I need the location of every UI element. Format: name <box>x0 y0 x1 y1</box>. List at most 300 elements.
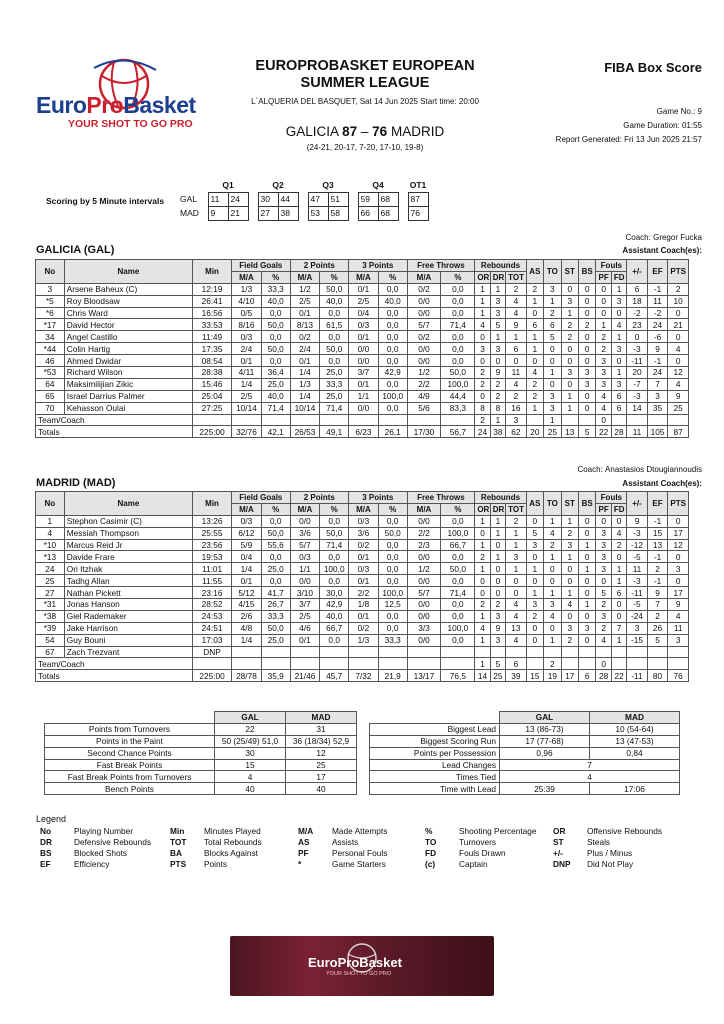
col-field-goals: Field Goals <box>232 260 291 272</box>
stat-cell: 1 <box>526 563 543 575</box>
stat-cell: 0 <box>611 307 626 319</box>
comparison-header <box>370 712 680 724</box>
stat-cell: 0 <box>544 622 561 634</box>
total-cell: 76,5 <box>441 670 475 682</box>
player-number: *38 <box>36 610 65 622</box>
stat-cell: 0 <box>668 515 689 527</box>
comparison-row <box>45 783 357 795</box>
gal-value: 22 <box>215 723 286 735</box>
stat-cell: 0,0 <box>378 563 407 575</box>
player-row <box>36 599 689 611</box>
mad-header: MAD <box>286 712 357 724</box>
stat-cell <box>349 646 379 658</box>
stat-cell: 0 <box>668 355 689 367</box>
stat-cell: 0/5 <box>232 307 262 319</box>
stat-cell <box>441 646 475 658</box>
totals-row <box>36 426 689 438</box>
total-cell: 22 <box>611 670 626 682</box>
legend-desc: Game Starters <box>332 859 386 869</box>
stat-cell: 1 <box>526 331 543 343</box>
stat-cell: 0,0 <box>441 610 475 622</box>
ot1-header: OT1 <box>409 180 427 191</box>
document-type: FIBA Box Score <box>604 60 702 75</box>
stat-cell: 33:53 <box>193 319 232 331</box>
stat-cell: 0/0 <box>407 575 441 587</box>
stat-cell <box>378 646 407 658</box>
sub-header: % <box>320 271 349 283</box>
player-row <box>36 307 689 319</box>
stat-cell: 5/6 <box>407 402 441 414</box>
comparison-row <box>370 759 680 771</box>
player-number: *17 <box>36 319 65 331</box>
total-cell: 20 <box>526 426 543 438</box>
stat-cell: 13:26 <box>193 515 232 527</box>
stat-cell: 0/2 <box>349 622 379 634</box>
total-cell: 6/23 <box>349 426 379 438</box>
legend-item <box>425 848 537 859</box>
stat-cell: 100,0 <box>320 563 349 575</box>
stat-cell: 0/2 <box>290 331 320 343</box>
player-number: *6 <box>36 307 65 319</box>
stat-cell: 0/1 <box>349 575 379 587</box>
stat-cell: 0/3 <box>349 319 379 331</box>
home-box-score-table <box>35 259 689 438</box>
legend-item <box>40 848 151 859</box>
stat-cell: 0,0 <box>320 551 349 563</box>
stat-cell: 1 <box>490 331 505 343</box>
stat-cell: 0 <box>561 283 578 295</box>
stat-cell: 3 <box>611 378 626 390</box>
page-title: EUROPROBASKET EUROPEAN SUMMER LEAGUE <box>255 58 475 91</box>
col-plus-minus: +/- <box>627 260 648 284</box>
stat-cell: 0 <box>526 634 543 646</box>
stat-cell: 3 <box>596 610 611 622</box>
col-ef: EF <box>647 492 668 516</box>
stat-cell: 3 <box>579 378 596 390</box>
stat-cell: 0 <box>506 575 527 587</box>
stat-cell: 83,3 <box>441 402 475 414</box>
col-fouls: Fouls <box>596 492 627 504</box>
stat-cell: 4/11 <box>232 367 262 379</box>
stat-cell: 9 <box>506 319 527 331</box>
stat-cell: 0 <box>596 658 611 670</box>
stat-cell: 12 <box>668 367 689 379</box>
stat-cell: -12 <box>627 539 648 551</box>
stat-cell: 0 <box>579 515 596 527</box>
stat-cell: 0/4 <box>349 307 379 319</box>
gal-value: 30 <box>215 747 286 759</box>
stat-cell: -1 <box>647 551 668 563</box>
sub-header: % <box>320 503 349 515</box>
stat-cell: -11 <box>627 587 648 599</box>
stat-cell: 41,7 <box>261 587 290 599</box>
stat-cell: 4 <box>506 599 527 611</box>
stat-cell: 26:41 <box>193 295 232 307</box>
player-name: Ori Itzhak <box>64 563 192 575</box>
stat-cell: 35 <box>647 402 668 414</box>
stat-cell: 1 <box>596 319 611 331</box>
stat-cell: -1 <box>647 283 668 295</box>
col-st: ST <box>561 492 578 516</box>
stat-cell: 71,4 <box>320 539 349 551</box>
stat-cell: 3 <box>526 599 543 611</box>
player-number: *5 <box>36 295 65 307</box>
player-row <box>36 343 689 355</box>
stat-cell: 0/2 <box>349 539 379 551</box>
legend-title: Legend <box>36 814 67 824</box>
stat-cell: 2 <box>475 367 490 379</box>
stat-cell: 44,4 <box>441 390 475 402</box>
total-cell: 26,1 <box>378 426 407 438</box>
footer-logo-text: EuroProBasket <box>308 955 402 970</box>
comparison-row <box>370 747 680 759</box>
stat-cell: 1/3 <box>290 378 320 390</box>
player-number: 54 <box>36 634 65 646</box>
stat-cell: 0 <box>544 575 561 587</box>
stat-cell: 0,0 <box>320 634 349 646</box>
stat-cell: 23:56 <box>193 539 232 551</box>
scoring-row-gal: GAL 11 24 30 44 47 51 59 68 87 <box>178 192 428 206</box>
total-cell: 28/78 <box>232 670 262 682</box>
stat-cell: 0 <box>668 331 689 343</box>
stat-cell: 1 <box>490 527 505 539</box>
stat-cell: 0 <box>561 343 578 355</box>
stat-cell: 5/7 <box>407 319 441 331</box>
stat-cell: 4/8 <box>232 622 262 634</box>
legend-abbr: BA <box>170 848 182 858</box>
player-number: *44 <box>36 343 65 355</box>
legend-abbr: (c) <box>425 859 436 869</box>
stat-cell: 1 <box>561 402 578 414</box>
game-number: Game No.: 9 <box>656 107 702 116</box>
stat-cell <box>378 414 407 426</box>
player-row <box>36 378 689 390</box>
sub-header: M/A <box>349 271 379 283</box>
stat-cell: 4 <box>668 378 689 390</box>
stat-cell: 0,0 <box>378 551 407 563</box>
stat-cell: 5/9 <box>232 539 262 551</box>
stat-cell: 71,4 <box>320 402 349 414</box>
stat-cell: 5/7 <box>290 539 320 551</box>
player-number: 64 <box>36 378 65 390</box>
stat-cell: 33,3 <box>261 610 290 622</box>
stat-cell <box>611 658 626 670</box>
player-number: 65 <box>36 390 65 402</box>
stat-cell: -1 <box>647 355 668 367</box>
stat-cell: 1 <box>544 587 561 599</box>
col-free-throws: Free Throws <box>407 492 475 504</box>
stat-label: Fast Break Points from Turnovers <box>45 771 215 783</box>
stat-cell: 6 <box>526 319 543 331</box>
stat-cell: -7 <box>627 378 648 390</box>
stat-cell: 40,0 <box>261 295 290 307</box>
scoring-row-mad: MAD 9 21 27 38 53 58 66 68 76 <box>178 206 428 220</box>
stat-cell: 50,0 <box>320 527 349 539</box>
team-coach-label: Team/Coach <box>36 658 193 670</box>
stat-cell: 9 <box>668 599 689 611</box>
stat-cell <box>349 414 379 426</box>
player-row <box>36 283 689 295</box>
stat-cell: 1 <box>490 551 505 563</box>
stat-cell: 4/15 <box>232 599 262 611</box>
q1-header: Q1 <box>222 180 234 191</box>
legend-item <box>553 826 662 837</box>
legend-item <box>298 859 387 870</box>
gal-value: 13 (86-73) <box>500 723 590 735</box>
stat-cell: -24 <box>627 610 648 622</box>
stat-cell: 3 <box>475 343 490 355</box>
stat-cell: 2 <box>561 331 578 343</box>
stat-cell: 0,0 <box>378 539 407 551</box>
stat-cell: 12 <box>668 539 689 551</box>
venue-line: L`ALQUERIA DEL BASQUET, Sat 14 Jun 2025 Start time: 20:00 <box>251 97 479 106</box>
stat-cell: 0,0 <box>261 355 290 367</box>
stat-cell: 0/3 <box>232 331 262 343</box>
total-cell: 21/46 <box>290 670 320 682</box>
stat-cell: 0 <box>611 610 626 622</box>
stat-cell: 0,0 <box>441 515 475 527</box>
stat-cell: 0 <box>579 390 596 402</box>
player-name: Messiah Thompson <box>64 527 192 539</box>
stat-cell: 0,0 <box>441 551 475 563</box>
stat-cell: 4 <box>544 610 561 622</box>
player-number: 27 <box>36 587 65 599</box>
stat-cell: 0 <box>579 283 596 295</box>
stat-cell: 0,0 <box>378 515 407 527</box>
player-row <box>36 551 689 563</box>
stat-cell: 6/12 <box>232 527 262 539</box>
stat-cell: 50,0 <box>378 527 407 539</box>
player-row <box>36 355 689 367</box>
stat-cell <box>668 646 689 658</box>
stat-cell: 33,3 <box>378 634 407 646</box>
stat-cell: 0 <box>490 563 505 575</box>
stat-cell: 6 <box>611 402 626 414</box>
stat-cell <box>627 646 648 658</box>
game-duration: Game Duration: 01:55 <box>623 121 702 130</box>
stat-cell: 0 <box>544 343 561 355</box>
stat-cell: 0,0 <box>261 551 290 563</box>
stat-cell: 6 <box>506 658 527 670</box>
stat-cell: 0/1 <box>232 355 262 367</box>
legend-desc: Offensive Rebounds <box>587 826 663 836</box>
stat-cell: 3/7 <box>290 599 320 611</box>
col-3-points: 3 Points <box>349 260 408 272</box>
mad-header: MAD <box>590 712 680 724</box>
stat-cell: 17:03 <box>193 634 232 646</box>
stat-cell: 0,0 <box>378 378 407 390</box>
stat-cell: 7 <box>647 599 668 611</box>
stat-cell <box>647 414 668 426</box>
stat-label: Lead Changes <box>370 759 500 771</box>
stat-cell: 1/2 <box>407 563 441 575</box>
stat-cell: 2 <box>561 319 578 331</box>
legend-abbr: PTS <box>170 859 187 869</box>
stat-cell: 4 <box>668 343 689 355</box>
stat-cell: 0/3 <box>349 515 379 527</box>
stat-cell: 1 <box>475 634 490 646</box>
stat-cell: 4 <box>475 622 490 634</box>
stat-cell <box>261 646 290 658</box>
stat-cell <box>611 646 626 658</box>
total-cell: 35,9 <box>261 670 290 682</box>
stat-cell: 0/0 <box>407 355 441 367</box>
stat-cell: 17 <box>668 527 689 539</box>
mad-value: 40 <box>286 783 357 795</box>
stat-cell: 2/2 <box>349 587 379 599</box>
col-pts: PTS <box>668 492 689 516</box>
stat-cell: 2 <box>475 599 490 611</box>
stat-cell: 0/3 <box>349 563 379 575</box>
player-name: Giel Rademaker <box>64 610 192 622</box>
stat-cell: 0 <box>596 283 611 295</box>
stat-cell: 0/1 <box>290 355 320 367</box>
stat-cell: 0 <box>526 355 543 367</box>
stat-cell <box>526 646 543 658</box>
stat-cell: 2 <box>596 331 611 343</box>
stat-cell: 1 <box>579 599 596 611</box>
stat-cell: 4 <box>506 610 527 622</box>
stat-cell: 0,0 <box>441 295 475 307</box>
europrobasket-logo <box>34 58 234 130</box>
stat-cell: 1 <box>506 331 527 343</box>
stat-cell: 0 <box>579 295 596 307</box>
stat-cell: 24:53 <box>193 610 232 622</box>
comparison-row <box>370 783 680 795</box>
legend-abbr: Min <box>170 826 185 836</box>
player-name: Kehasson Oulai <box>64 402 192 414</box>
player-name: Arsene Baheux (C) <box>64 283 192 295</box>
legend-abbr: * <box>298 859 302 869</box>
total-cell: 15 <box>526 670 543 682</box>
col-min: Min <box>193 492 232 516</box>
stat-label: Points in the Paint <box>45 735 215 747</box>
stat-cell: 6 <box>544 319 561 331</box>
stat-cell: 3/10 <box>290 587 320 599</box>
mad-value: 25 <box>286 759 357 771</box>
stat-cell: 2 <box>506 390 527 402</box>
stat-cell: 0 <box>490 355 505 367</box>
stat-cell <box>261 414 290 426</box>
stat-cell: 2/5 <box>290 295 320 307</box>
stat-cell: 5 <box>647 634 668 646</box>
comparison-row <box>370 723 680 735</box>
comparison-row <box>370 735 680 747</box>
stat-cell: 61,5 <box>320 319 349 331</box>
stat-cell: 50,0 <box>261 527 290 539</box>
stat-cell: 71,4 <box>441 587 475 599</box>
away-box-score-table <box>35 491 689 682</box>
stat-cell: 0 <box>596 295 611 307</box>
stat-cell: 0 <box>579 331 596 343</box>
player-name: Jake Harrison <box>64 622 192 634</box>
player-row <box>36 563 689 575</box>
sub-header: PF <box>596 271 611 283</box>
team-coach-row <box>36 414 689 426</box>
stat-cell <box>290 658 320 670</box>
stat-cell: 1 <box>561 390 578 402</box>
stat-cell: 24 <box>647 319 668 331</box>
stat-cell: 11:55 <box>193 575 232 587</box>
stat-cell: 25:55 <box>193 527 232 539</box>
stat-cell: 1 <box>475 515 490 527</box>
stat-cell: 6 <box>627 283 648 295</box>
stat-cell: -15 <box>627 634 648 646</box>
stat-cell: 1 <box>490 414 505 426</box>
stat-cell: -2 <box>627 307 648 319</box>
player-number: *53 <box>36 367 65 379</box>
stat-cell: 0,0 <box>378 402 407 414</box>
stat-cell: 0,0 <box>261 575 290 587</box>
legend-desc: Defensive Rebounds <box>74 837 152 847</box>
col-to: TO <box>544 260 561 284</box>
player-number: 70 <box>36 402 65 414</box>
legend-abbr: AS <box>298 837 310 847</box>
stat-cell: 11 <box>627 563 648 575</box>
total-cell: 225:00 <box>193 670 232 682</box>
stat-cell: -5 <box>627 599 648 611</box>
stat-cell: 3 <box>596 367 611 379</box>
stat-cell: 3 <box>544 599 561 611</box>
sub-header: M/A <box>290 503 320 515</box>
stat-cell: 25,0 <box>261 378 290 390</box>
stat-cell: 0 <box>490 575 505 587</box>
col-2-points: 2 Points <box>290 260 349 272</box>
stat-cell: 0 <box>506 587 527 599</box>
stat-cell: 3 <box>596 378 611 390</box>
legend-abbr: EF <box>40 859 51 869</box>
totals-label: Totals <box>36 670 193 682</box>
legend-desc: Did Not Play <box>587 859 634 869</box>
sub-header: M/A <box>232 503 262 515</box>
stat-cell: 0 <box>475 355 490 367</box>
player-row <box>36 539 689 551</box>
stat-cell: 08:54 <box>193 355 232 367</box>
stat-cell: 30,0 <box>320 587 349 599</box>
stat-cell: 0,0 <box>441 355 475 367</box>
total-cell: 42,1 <box>261 426 290 438</box>
stat-cell: 1 <box>544 295 561 307</box>
stat-cell: 0 <box>561 575 578 587</box>
stat-cell: 1 <box>506 563 527 575</box>
comparison-header <box>45 712 357 724</box>
stat-cell: 26,7 <box>261 599 290 611</box>
total-cell: 14 <box>475 670 490 682</box>
home-team-name: GALICIA (GAL) <box>36 244 115 256</box>
total-cell: 25 <box>544 426 561 438</box>
home-assistant-coach: Assistant Coach(es): <box>622 246 702 255</box>
stat-cell <box>579 414 596 426</box>
stat-cell: 0/0 <box>407 551 441 563</box>
legend-desc: Fouls Drawn <box>459 848 506 858</box>
stat-cell: 5 <box>526 527 543 539</box>
stat-cell: 42,9 <box>378 367 407 379</box>
stat-cell: 3 <box>668 563 689 575</box>
col-to: TO <box>544 492 561 516</box>
stat-cell: 0 <box>490 587 505 599</box>
stat-cell: 0 <box>579 355 596 367</box>
stat-cell: 2 <box>596 343 611 355</box>
stat-cell: 1 <box>611 575 626 587</box>
stat-cell: 16:56 <box>193 307 232 319</box>
stat-cell: 0 <box>579 343 596 355</box>
player-row <box>36 587 689 599</box>
stat-cell: 5 <box>490 658 505 670</box>
stat-cell: 4 <box>611 319 626 331</box>
player-row <box>36 402 689 414</box>
stat-label: Time with Lead <box>370 783 500 795</box>
mad-value: 36 (18/34) 52,9 <box>286 735 357 747</box>
